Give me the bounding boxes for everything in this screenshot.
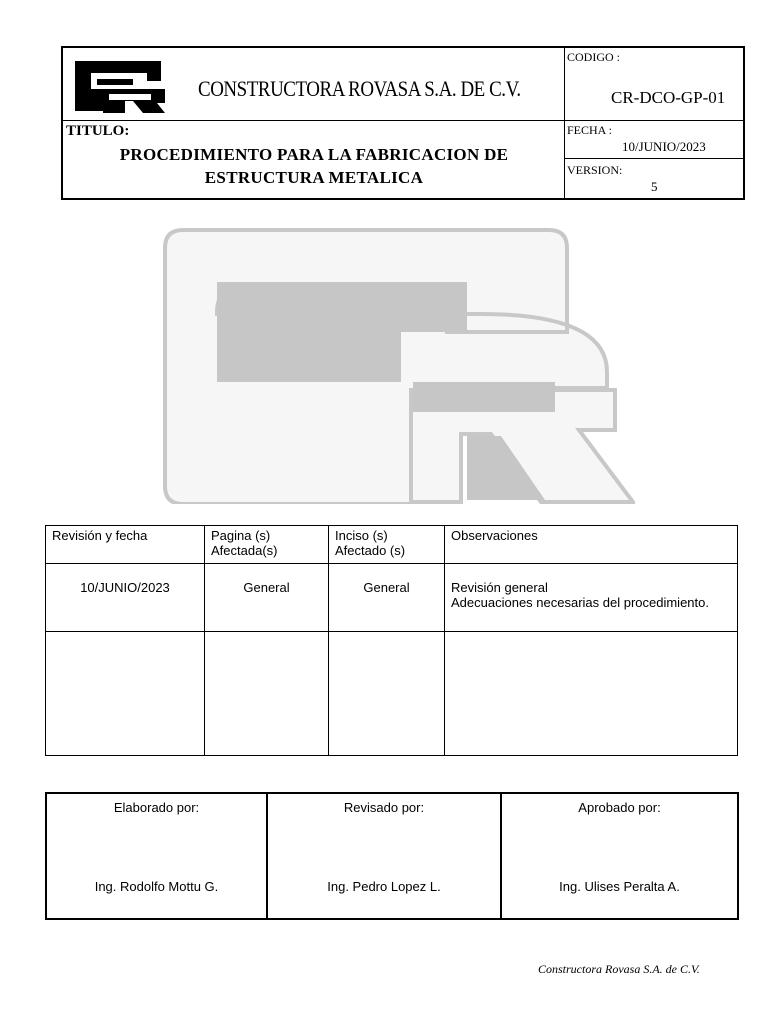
version-cell: [565, 159, 743, 198]
fecha-label: FECHA :: [567, 123, 613, 137]
observation-line-2: Adecuaciones necesarias del procedimiento.: [451, 595, 709, 610]
column-header-inciso: Inciso (s) Afectado (s): [329, 526, 445, 564]
aprobado-label: Aprobado por:: [578, 800, 661, 815]
codigo-value: CR-DCO-GP-01: [611, 88, 726, 107]
signature-table: [45, 792, 739, 920]
revision-table: [45, 525, 738, 756]
observation-line-1: Revisión general: [451, 580, 548, 595]
document-title-line-1: PROCEDIMIENTO PARA LA FABRICACION DE: [119, 145, 509, 164]
company-name: CONSTRUCTORA ROVASA S.A. DE C.V.: [198, 76, 521, 101]
codigo-label: CODIGO :: [567, 50, 620, 64]
aprobado-cell: [501, 793, 738, 919]
fecha-cell: [565, 121, 743, 159]
codigo-cell: [565, 48, 743, 121]
revision-table-header: [46, 526, 738, 564]
titulo-label: TITULO:: [66, 123, 130, 139]
column-header-revision: Revisión y fecha: [46, 526, 205, 564]
elaborado-label: Elaborado por:: [113, 800, 200, 815]
document-title-line-2: ESTRUCTURA METALICA: [204, 168, 424, 187]
elaborado-name: Ing. Rodolfo Mottu G.: [94, 879, 219, 894]
revisado-name: Ing. Pedro Lopez L.: [327, 879, 441, 894]
observaciones-cell: [445, 564, 738, 632]
footer-company-name: Constructora Rovasa S.A. de C.V.: [538, 962, 700, 976]
fecha-value: 10/JUNIO/2023: [622, 139, 706, 154]
version-label: VERSION:: [567, 163, 623, 177]
inciso-cell: General: [329, 564, 445, 632]
empty-cell: [46, 632, 205, 756]
company-cell: [63, 48, 565, 121]
revisado-label: Revisado por:: [343, 800, 425, 815]
document-header: [61, 46, 745, 200]
table-row-empty: [46, 632, 738, 756]
version-value: 5: [651, 179, 658, 194]
elaborado-cell: [46, 793, 267, 919]
company-logo: [69, 59, 169, 115]
cr-watermark-logo: [161, 222, 635, 504]
empty-cell: [205, 632, 329, 756]
aprobado-name: Ing. Ulises Peralta A.: [559, 879, 680, 894]
column-header-pagina: Pagina (s) Afectada(s): [205, 526, 329, 564]
revision-date-cell: 10/JUNIO/2023: [46, 564, 205, 632]
pagina-cell: General: [205, 564, 329, 632]
table-row: [46, 564, 738, 632]
title-cell: [63, 121, 565, 198]
revisado-cell: [267, 793, 501, 919]
empty-cell: [445, 632, 738, 756]
empty-cell: [329, 632, 445, 756]
column-header-observaciones: Observaciones: [445, 526, 738, 564]
